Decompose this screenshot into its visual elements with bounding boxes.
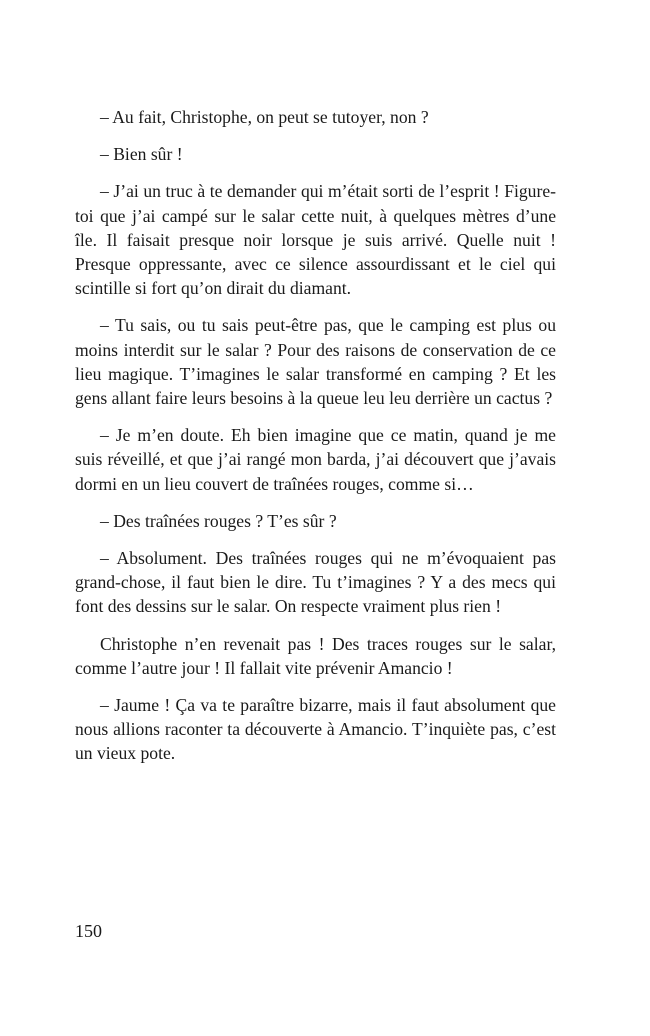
dialogue-paragraph: – Tu sais, ou tu sais peut-être pas, que le camping est plus ou moins interdit sur le salar ? Pour des raisons de conservation de ce lieu magique. T’imagines le salar transformé en camping ? Et les gens allant faire leurs besoins à la queue leu leu derrière un cactus ? — [75, 315, 556, 409]
narrative-paragraph: Christophe n’en revenait pas ! Des traces rouges sur le salar, comme l’autre jour ! Il fallait vite prévenir Amancio ! — [75, 633, 556, 678]
dialogue-paragraph: – Des traînées rouges ? T’es sûr ? — [100, 510, 337, 531]
dialogue-paragraph: – Au fait, Christophe, on peut se tutoyer, non ? — [100, 107, 429, 127]
dialogue-paragraph: – Je m’en doute. Eh bien imagine que ce matin, quand je me suis réveillé, et que j’ai rangé mon barda, j’ai découvert que j’avais dormi en un lieu couvert de traînées rouges, comme si… — [75, 425, 556, 494]
page-number: 150 — [75, 921, 102, 941]
page-body-text — [75, 105, 556, 779]
dialogue-paragraph: – Absolument. Des traînées rouges qui ne m’évoquaient pas grand-chose, il faut bien le dire. Tu t’imagines ? Y a des mecs qui font des dessins sur le salar. On respecte vraiment plus rien ! — [75, 548, 556, 617]
dialogue-paragraph: – J’ai un truc à te demander qui m’était sorti de l’esprit ! Figure-toi que j’ai campé sur le salar cette nuit, à quelques mètres d’une île. Il faisait presque noir lorsque je suis arrivé. Quelle nuit ! Presque oppressante, avec ce silence assourdissant et le ciel qui scintille si fort qu’on dirait du diamant. — [75, 181, 556, 299]
dialogue-paragraph: – Bien sûr ! — [100, 144, 183, 165]
dialogue-paragraph: – Jaume ! Ça va te paraître bizarre, mais il faut absolument que nous allions raconter ta découverte à Amancio. T’inquiète pas, c’est un vieux pote. — [75, 695, 556, 764]
